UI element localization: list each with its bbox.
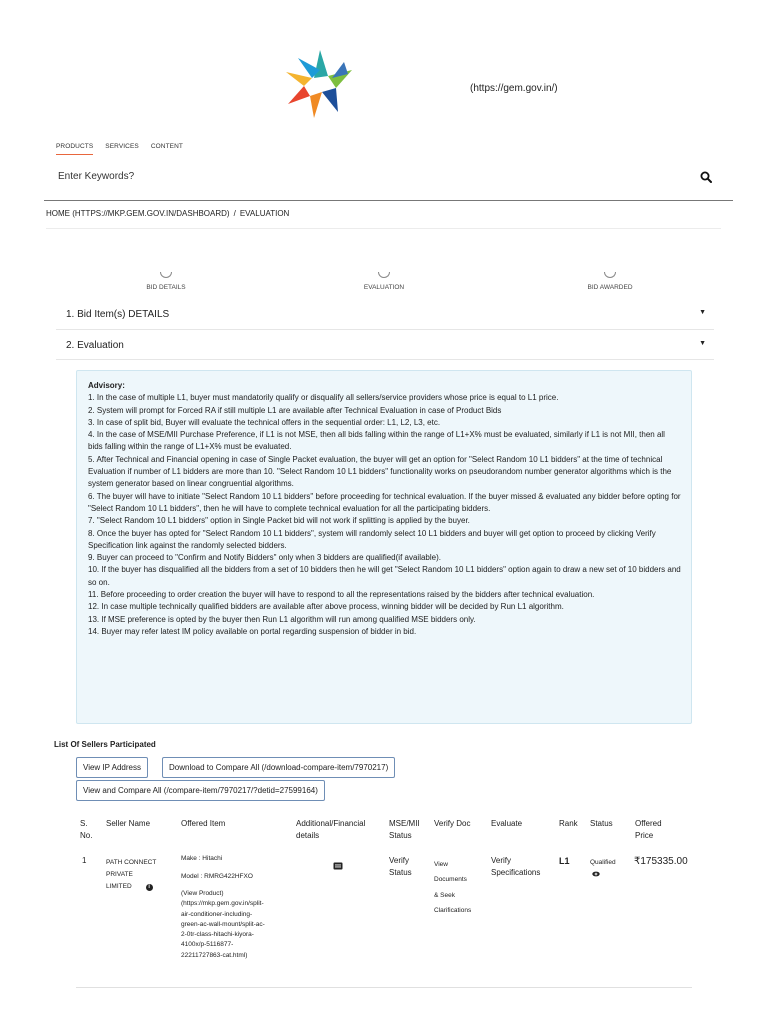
info-icon[interactable]: i — [146, 884, 153, 891]
caret-down-icon: ▼ — [699, 309, 706, 316]
link-line: View — [434, 861, 448, 868]
advisory-line: 7. "Select Random 10 L1 bidders" option in Single Packet bid will not work if splitting is applied by the buyer. — [88, 516, 470, 526]
accordion-evaluation[interactable] — [66, 340, 706, 351]
header-text: S. — [80, 819, 88, 828]
step-label: BID DETAILS — [146, 284, 186, 291]
verify-specifications-link[interactable] — [491, 855, 540, 879]
eye-icon[interactable] — [592, 870, 616, 882]
table-row-divider — [76, 987, 692, 988]
link-line: 2-0tr-class-hitachi-kiyora- — [181, 931, 254, 939]
search-divider — [44, 200, 733, 201]
cell-sno: 1 — [82, 856, 87, 865]
step-evaluation — [344, 272, 424, 291]
link-line: Specifications — [491, 868, 541, 877]
advisory-line: 12. In case multiple technically qualified bidders are available after above process, winning bidder will be decided by Run L1 algorithm. — [88, 602, 564, 612]
step-circle-icon — [378, 272, 390, 278]
logo-link-text[interactable]: (https://gem.gov.in/) — [470, 83, 558, 94]
gem-logo[interactable] — [284, 48, 354, 120]
sellers-title: List Of Sellers Participated — [54, 740, 156, 749]
view-compare-button[interactable]: View and Compare All (/compare-item/7970217/?detid=27599164) — [76, 780, 325, 801]
breadcrumb-home[interactable]: HOME (HTTPS://MKP.GEM.GOV.IN/DASHBOARD) — [46, 209, 230, 218]
top-nav — [56, 143, 183, 155]
seller-name-text: LIMITED — [106, 883, 132, 890]
cell-rank: L1 — [559, 856, 570, 866]
advisory-line: 6. The buyer will have to initiate "Select Random 10 L1 bidders" before proceeding for technical evaluation. If the buyer missed & evaluated any bidder before opting for "Select Random 10 L1 bidders", then he will have to complete technical evaluation for all the participating bidders. — [88, 491, 681, 513]
step-bid-details — [126, 272, 206, 291]
link-line: green-ac-wall-mount/split-ac- — [181, 920, 265, 928]
caret-down-icon: ▼ — [699, 340, 706, 347]
breadcrumb-current: EVALUATION — [239, 209, 290, 218]
header-text: Offered — [635, 819, 662, 828]
tab-services[interactable]: SERVICES — [105, 143, 139, 150]
header-text: Additional/Financial — [296, 819, 366, 828]
accordion-divider — [56, 329, 714, 330]
header-text: No. — [80, 831, 93, 840]
advisory-line: 2. System will prompt for Forced RA if still multiple L1 are available after Technical Evaluation in case of Product Bids — [88, 405, 502, 415]
step-circle-icon — [604, 272, 616, 278]
search-icon[interactable] — [700, 170, 712, 182]
advisory-title: Advisory: — [88, 381, 125, 390]
header-sno — [80, 818, 92, 842]
status-text: Qualified — [590, 859, 616, 866]
header-text: Status — [389, 831, 412, 840]
advisory-line: 3. In case of split bid, Buyer will evaluate the technical offers in the sequential order: L1, L2, L3, etc. — [88, 417, 441, 427]
header-offered-price — [635, 818, 662, 842]
link-line: 4100x/p-5116877- — [181, 941, 234, 949]
advisory-line: 13. If MSE preference is opted by the buyer then Run L1 algorithm will run among qualified MSE bidders only. — [88, 614, 476, 624]
header-evaluate: Evaluate — [491, 819, 523, 828]
step-bid-awarded — [570, 272, 650, 291]
accordion-bid-items[interactable] — [66, 309, 706, 320]
header-offered-item: Offered Item — [181, 819, 226, 828]
advisory-line: 10. If the buyer has disqualified all the bidders from a set of 10 bidders then he will get "Select Random 10 L1 bidders" option again to draw a new set of 10 bidders and so on. — [88, 565, 681, 587]
download-compare-button[interactable]: Download to Compare All (/download-compare-item/7970217) — [162, 757, 395, 778]
header-text: Price — [635, 831, 654, 840]
tab-content[interactable]: CONTENT — [150, 143, 183, 150]
accordion-label: 2. Evaluation — [66, 340, 124, 351]
cell-seller-name — [106, 857, 176, 893]
header-seller-name: Seller Name — [106, 819, 151, 828]
link-line: Verify — [491, 856, 512, 865]
advisory-box — [76, 370, 692, 724]
link-line: & Seek — [434, 891, 455, 899]
tab-products[interactable]: PRODUCTS — [56, 143, 93, 155]
link-line: (View Product) — [181, 890, 224, 897]
step-circle-icon — [160, 272, 172, 278]
header-mse-status — [389, 818, 420, 842]
cell-offered-price: ₹175335.00 — [634, 856, 688, 867]
accordion-divider — [56, 359, 714, 360]
link-line: Documents — [434, 876, 467, 884]
accordion-label: 1. Bid Item(s) DETAILS — [66, 309, 170, 320]
link-line: Verify — [389, 856, 410, 865]
advisory-line: 1. In the case of multiple L1, buyer must mandatorily qualify or disqualify all sellers/service providers whose price is equal to L1 price. — [88, 393, 559, 403]
verify-status-link[interactable] — [389, 855, 412, 879]
header-text: details — [296, 831, 320, 840]
header-text: MSE/MII — [389, 819, 420, 828]
view-documents-link[interactable] — [434, 857, 471, 918]
item-make: Make : Hitachi — [181, 855, 223, 862]
advisory-line: 5. After Technical and Financial opening in case of Single Packet evaluation, the buyer will get an option for "Select Random 10 L1 bidders" at the time of technical Evaluation if number of L1 bidders are more than 10. "Select Random 10 L1 bidders" functionality works on pseudorandom number generator algorithms which is the system generator based on linear congruential algorithms. — [88, 454, 672, 489]
cell-offered-item — [181, 853, 296, 961]
advisory-line: 11. Before proceeding to order creation the buyer will have to respond to all the representations raised by the bidders after technical evaluation. — [88, 590, 595, 600]
advisory-line: 14. Buyer may refer latest IM policy available on portal regarding suspension of bidder in bid. — [88, 626, 417, 636]
step-label: BID AWARDED — [587, 284, 633, 291]
breadcrumb — [46, 209, 289, 218]
link-line: air-conditioner-including- — [181, 910, 253, 918]
header-status: Status — [590, 819, 613, 828]
cell-status — [590, 857, 616, 882]
link-line: Clarifications — [434, 906, 472, 914]
link-line: Status — [389, 868, 412, 877]
seller-name-line: PATH CONNECT — [106, 859, 157, 866]
link-line: (https://mkp.gem.gov.in/split- — [181, 900, 264, 908]
gem-logo-icon — [284, 48, 354, 120]
advisory-line: 9. Buyer can proceed to "Confirm and Notify Bidders" only when 3 bidders are qualified(if available). — [88, 553, 441, 563]
advisory-line: 8. Once the buyer has opted for "Select Random 10 L1 bidders", system will randomly select 10 L1 bidders and buyer will get option to proceed by clicking Verify Specification link against the randomly selected bidders. — [88, 528, 656, 550]
view-ip-address-button[interactable]: View IP Address — [76, 757, 148, 778]
header-additional — [296, 818, 365, 842]
header-rank: Rank — [559, 819, 578, 828]
view-product-link[interactable] — [181, 889, 296, 961]
link-line: 22211727863-cat.html) — [181, 951, 248, 959]
seller-name-line — [106, 881, 176, 893]
seller-name-line: PRIVATE — [106, 871, 133, 878]
document-icon[interactable] — [333, 857, 343, 875]
step-label: EVALUATION — [363, 284, 405, 291]
breadcrumb-divider — [46, 228, 721, 229]
item-model: Model : RMRG422HFXO — [181, 873, 253, 880]
search-input[interactable] — [56, 165, 656, 187]
advisory-line: 4. In the case of MSE/MII Purchase Preference, if L1 is not MSE, then all bids falling within the range of L1+X% must be evaluated, similarly if L1 is not MII, then all bids falling within the range of L1+X% must be evaluated. — [88, 430, 665, 452]
header-verify-doc: Verify Doc — [434, 819, 471, 828]
breadcrumb-separator: / — [233, 209, 236, 218]
